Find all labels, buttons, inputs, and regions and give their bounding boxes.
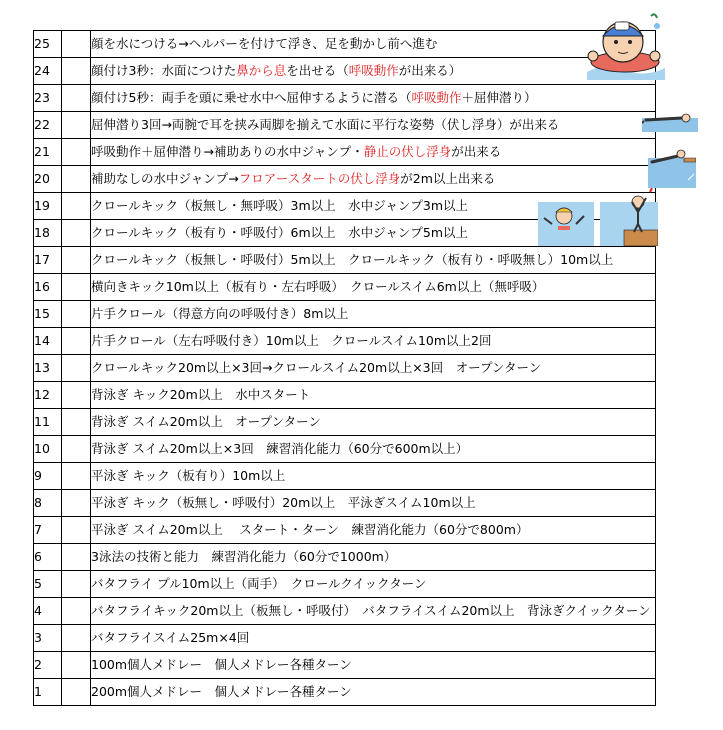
level-number: 16 — [34, 274, 62, 301]
swimmer-with-helper-icon — [585, 12, 667, 80]
check-cell — [62, 112, 91, 139]
check-cell — [62, 247, 91, 274]
level-requirement — [91, 382, 656, 409]
check-cell — [62, 544, 91, 571]
check-cell — [62, 274, 91, 301]
level-number: 20 — [34, 166, 62, 193]
level-requirement — [91, 31, 656, 58]
level-row — [34, 274, 656, 301]
level-number: 23 — [34, 85, 62, 112]
requirement-text: 顔を水につける→ヘルパーを付けて浮き、足を動かし前へ進む — [91, 36, 438, 51]
level-number: 15 — [34, 301, 62, 328]
requirement-text: クロールキック（板無し・無呼吸）3m以上 水中ジャンプ3m以上 — [91, 198, 469, 213]
check-cell — [62, 328, 91, 355]
level-sheet — [33, 30, 656, 706]
level-row — [34, 625, 656, 652]
level-requirement — [91, 274, 656, 301]
requirement-text: 100m個人メドレー 個人メドレー各種ターン — [91, 657, 352, 672]
requirement-text: クロールキック（板無し・呼吸付）5m以上 クロールキック（板有り・呼吸無し）10m以上 — [91, 252, 614, 267]
requirement-text: 平泳ぎ スイム20m以上 スタート・ターン 練習消化能力（60分で800m） — [91, 522, 529, 537]
level-number: 5 — [34, 571, 62, 598]
level-row — [34, 85, 656, 112]
level-requirement — [91, 625, 656, 652]
requirement-text: 屈伸潜り3回→両腕で耳を挟み両脚を揃えて水面に平行な姿勢（伏し浮身）が出来る — [91, 117, 560, 132]
swim-level-table — [33, 30, 656, 706]
highlight-text: フロアースタートの伏し浮身 — [238, 171, 401, 186]
check-cell — [62, 652, 91, 679]
requirement-text: 補助なしの水中ジャンプ→ — [91, 171, 239, 186]
check-cell — [62, 139, 91, 166]
level-requirement — [91, 58, 656, 85]
level-number: 22 — [34, 112, 62, 139]
level-requirement — [91, 301, 656, 328]
level-number: 4 — [34, 598, 62, 625]
level-number: 24 — [34, 58, 62, 85]
highlight-text: 呼吸動作 — [348, 63, 399, 78]
level-number: 12 — [34, 382, 62, 409]
jump-and-float-icon — [538, 188, 658, 246]
level-requirement — [91, 328, 656, 355]
level-requirement — [91, 571, 656, 598]
requirement-text: バタフライスイム25m×4回 — [91, 630, 250, 645]
highlight-text: 鼻から息 — [236, 63, 287, 78]
level-number: 14 — [34, 328, 62, 355]
check-cell — [62, 679, 91, 706]
check-cell — [62, 517, 91, 544]
requirement-text: 顔付け3秒：水面につけた — [91, 63, 237, 78]
level-number: 3 — [34, 625, 62, 652]
level-requirement — [91, 85, 656, 112]
check-cell — [62, 490, 91, 517]
level-requirement — [91, 679, 656, 706]
level-table-body — [34, 31, 656, 706]
floating-swimmer-icon — [642, 108, 698, 132]
check-cell — [62, 355, 91, 382]
level-row — [34, 463, 656, 490]
requirement-text: が2m以上出来る — [400, 171, 496, 186]
level-row — [34, 328, 656, 355]
check-cell — [62, 193, 91, 220]
level-number: 19 — [34, 193, 62, 220]
level-requirement — [91, 598, 656, 625]
level-row — [34, 247, 656, 274]
requirement-text: が出来る — [451, 144, 502, 159]
level-number: 10 — [34, 436, 62, 463]
level-row — [34, 517, 656, 544]
level-requirement — [91, 652, 656, 679]
requirement-text: クロールキック20m以上×3回→クロールスイム20m以上×3回 オープンターン — [91, 360, 542, 375]
check-cell — [62, 85, 91, 112]
check-cell — [62, 598, 91, 625]
requirement-text: 片手クロール（左右呼吸付き）10m以上 クロールスイム10m以上2回 — [91, 333, 492, 348]
requirement-text: 背泳ぎ スイム20m以上 オープンターン — [91, 414, 321, 429]
level-number: 13 — [34, 355, 62, 382]
level-number: 8 — [34, 490, 62, 517]
level-number: 18 — [34, 220, 62, 247]
check-cell — [62, 436, 91, 463]
requirement-text: 3泳法の技術と能力 練習消化能力（60分で1000m） — [91, 549, 397, 564]
level-row — [34, 409, 656, 436]
level-number: 21 — [34, 139, 62, 166]
level-number: 7 — [34, 517, 62, 544]
requirement-text: ＋屈伸潜り） — [461, 90, 537, 105]
requirement-text: を出せる（ — [286, 63, 349, 78]
requirement-text: が出来る） — [398, 63, 462, 78]
check-cell — [62, 409, 91, 436]
requirement-text: クロールキック（板有り・呼吸付）6m以上 水中ジャンプ5m以上 — [91, 225, 469, 240]
check-cell — [62, 571, 91, 598]
requirement-text: バタフライ プル10m以上（両手） クロールクイックターン — [91, 576, 427, 591]
requirement-text: 横向きキック10m以上（板有り・左右呼吸） クロールスイム6m以上（無呼吸） — [91, 279, 545, 294]
level-number: 6 — [34, 544, 62, 571]
level-requirement — [91, 409, 656, 436]
level-row — [34, 652, 656, 679]
requirement-text: 平泳ぎ キック（板無し・呼吸付）20m以上 平泳ぎスイム10m以上 — [91, 495, 476, 510]
level-number: 17 — [34, 247, 62, 274]
level-row — [34, 58, 656, 85]
requirement-text: 片手クロール（得意方向の呼吸付き）8m以上 — [91, 306, 349, 321]
level-row — [34, 544, 656, 571]
check-cell — [62, 301, 91, 328]
level-requirement — [91, 517, 656, 544]
check-cell — [62, 382, 91, 409]
level-row — [34, 112, 656, 139]
level-requirement — [91, 247, 656, 274]
check-cell — [62, 58, 91, 85]
level-row — [34, 598, 656, 625]
requirement-text: 200m個人メドレー 個人メドレー各種ターン — [91, 684, 352, 699]
level-row — [34, 490, 656, 517]
highlight-text: 呼吸動作 — [411, 90, 462, 105]
level-requirement — [91, 436, 656, 463]
check-cell — [62, 166, 91, 193]
level-row — [34, 571, 656, 598]
level-number: 25 — [34, 31, 62, 58]
level-row — [34, 139, 656, 166]
level-row — [34, 679, 656, 706]
level-number: 11 — [34, 409, 62, 436]
level-requirement — [91, 139, 656, 166]
level-requirement — [91, 355, 656, 382]
level-row — [34, 31, 656, 58]
level-requirement — [91, 463, 656, 490]
check-cell — [62, 463, 91, 490]
level-row — [34, 355, 656, 382]
jumping-swimmer-icon — [648, 140, 696, 188]
check-cell — [62, 625, 91, 652]
requirement-text: 背泳ぎ スイム20m以上×3回 練習消化能力（60分で600m以上） — [91, 441, 469, 456]
check-cell — [62, 220, 91, 247]
level-requirement — [91, 490, 656, 517]
requirement-text: 呼吸動作＋屈伸潜り→補助ありの水中ジャンプ・ — [91, 144, 364, 159]
requirement-text: バタフライキック20m以上（板無し・呼吸付） バタフライスイム20m以上 背泳ぎクイックターン — [91, 603, 651, 618]
level-number: 9 — [34, 463, 62, 490]
level-number: 1 — [34, 679, 62, 706]
level-row — [34, 301, 656, 328]
level-requirement — [91, 112, 656, 139]
requirement-text: 平泳ぎ キック（板有り）10m以上 — [91, 468, 286, 483]
level-number: 2 — [34, 652, 62, 679]
requirement-text: 背泳ぎ キック20m以上 水中スタート — [91, 387, 311, 402]
level-row — [34, 382, 656, 409]
check-cell — [62, 31, 91, 58]
requirement-text: 顔付け5秒：両手を頭に乗せ水中へ屈伸するように潜る（ — [91, 90, 412, 105]
highlight-text: 静止の伏し浮身 — [363, 144, 452, 159]
level-row — [34, 436, 656, 463]
level-requirement — [91, 544, 656, 571]
